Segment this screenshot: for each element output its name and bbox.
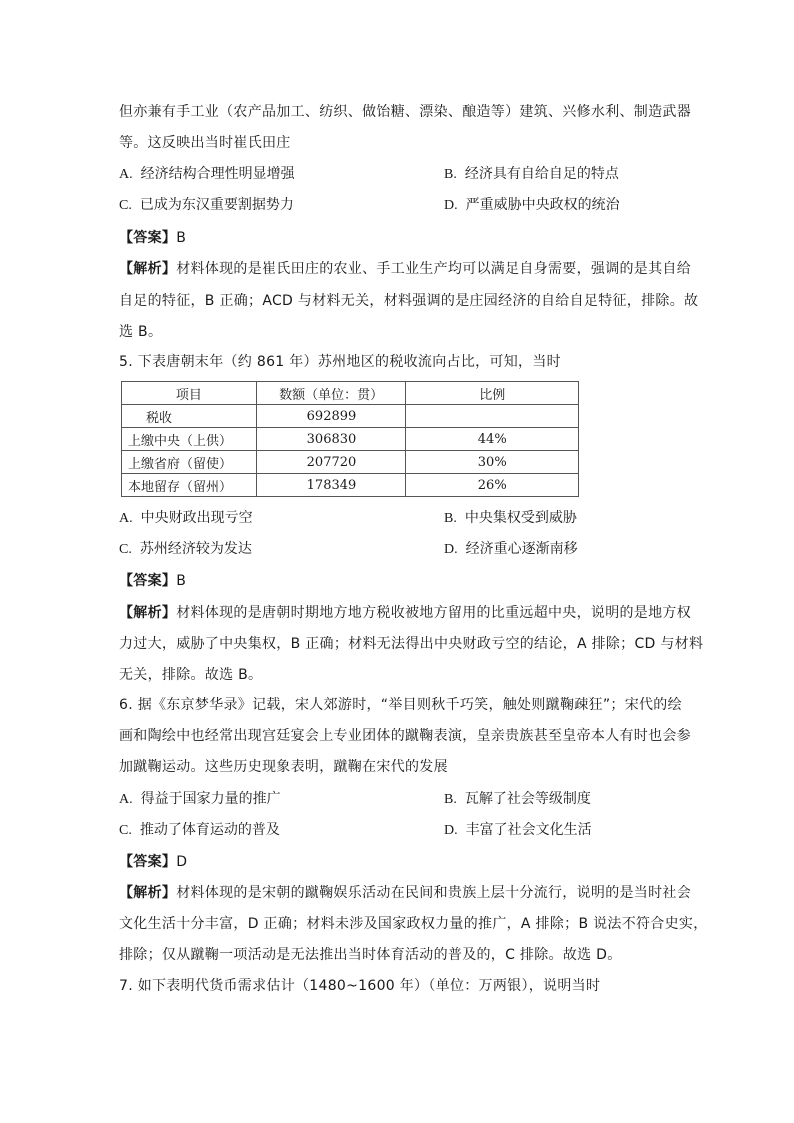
option-text: 苏州经济较为发达 [139,541,252,557]
q5-analysis-line-1 [119,604,692,622]
option-letter: A. [119,511,133,526]
option-letter: B. [444,167,457,182]
q4-option-d [444,196,620,215]
option-text: 严重威胁中央政权的统治 [465,197,620,213]
option-letter: B. [444,511,457,526]
option-letter: B. [444,792,457,807]
q6-answer [119,853,679,871]
q4-analysis-line-2: 自足的特征，B 正确；ACD 与材料无关，材料强调的是庄园经济的自给自足特征，排除。故 [119,293,699,309]
answer-tag: 【答案】 [119,230,177,246]
analysis-tag: 【解析】 [119,885,177,901]
q5-stem: 5. 下表唐朝末年（约 861 年）苏州地区的税收流向占比，可知，当时 [119,354,561,370]
option-letter: C. [119,198,132,213]
q4-option-b [444,165,619,184]
option-letter: D. [444,542,458,557]
option-text: 已成为东汉重要割据势力 [139,197,294,213]
table-cell: 26% [406,474,579,497]
table-cell: 207720 [256,451,406,474]
option-text: 经济具有自给自足的特点 [464,166,619,182]
analysis-text: 材料体现的是崔氏田庄的农业、手工业生产均可以满足自身需要，强调的是其自给 [176,261,692,277]
q6-analysis-line-1 [119,884,692,902]
option-text: 丰富了社会文化生活 [465,822,592,838]
q4-option-c [119,196,294,215]
q5-option-c [119,540,252,559]
tax-table [121,381,579,497]
q5-option-d [444,540,578,559]
q4-stem-line-1: 但亦兼有手工业（农产品加工、纺织、做饴糖、漂染、酿造等）建筑、兴修水利、制造武器 [119,104,691,120]
q4-answer [119,229,679,247]
answer-value: B [176,230,187,246]
q6-analysis-line-2: 文化生活十分丰富，D 正确；材料未涉及国家政权力量的推广，A 排除；B 说法不符合史实， [119,916,708,932]
option-text: 中央财政出现亏空 [140,510,253,526]
analysis-text: 材料体现的是宋朝的蹴鞠娱乐活动在民间和贵族上层十分流行，说明的是当时社会 [176,885,692,901]
q7-stem: 7. 如下表明代货币需求估计（1480~1600 年）（单位：万两银），说明当时 [119,978,601,994]
q5-option-b [444,509,577,528]
option-text: 得益于国家力量的推广 [140,791,281,807]
table-row [122,474,579,497]
q4-analysis-line-3: 选 B。 [119,324,163,340]
table-cell: 44% [406,428,579,451]
option-text: 推动了体育运动的普及 [139,822,280,838]
table-row [122,451,579,474]
answer-value: B [176,573,187,589]
table-cell: 30% [406,451,579,474]
table-row [122,428,579,451]
q4-option-a [119,165,295,184]
option-text: 经济结构合理性明显增强 [140,166,295,182]
q6-option-b [444,790,591,809]
table-cell: 上缴省府（留使） [122,451,257,474]
option-text: 中央集权受到威胁 [464,510,577,526]
table-header-row [122,382,579,405]
q6-stem-line-2: 画和陶绘中也经常出现宫廷宴会上专业团体的蹴鞠表演，皇亲贵族甚至皇帝本人有时也会参 [119,728,691,744]
q5-option-a [119,509,253,528]
table-row [122,405,579,428]
answer-tag: 【答案】 [119,573,177,589]
option-letter: A. [119,167,133,182]
option-letter: D. [444,823,458,838]
table-cell: 上缴中央（上供） [122,428,257,451]
q6-option-a [119,790,281,809]
q5-answer [119,572,679,590]
option-letter: A. [119,792,133,807]
answer-value: D [176,854,188,870]
option-text: 经济重心逐渐南移 [465,541,578,557]
table-cell: 本地留存（留州） [122,474,257,497]
table-cell: 692899 [256,405,406,428]
table-cell: 178349 [256,474,406,497]
q6-option-c [119,821,280,840]
analysis-tag: 【解析】 [119,261,177,277]
answer-tag: 【答案】 [119,854,177,870]
q5-analysis-line-3: 无关，排除。故选 B。 [119,667,263,683]
table-cell: 306830 [256,428,406,451]
table-header-cell: 数额（单位：贯） [256,382,406,405]
q4-analysis-line-1 [119,260,692,278]
q6-stem-line-3: 加蹴鞠运动。这些历史现象表明，蹴鞠在宋代的发展 [119,759,448,775]
option-letter: C. [119,823,132,838]
table-header-cell: 比例 [406,382,579,405]
table-cell: 税收 [122,405,257,428]
q4-stem-line-2: 等。这反映出当时崔氏田庄 [119,135,291,151]
q5-analysis-line-2: 力过大，威胁了中央集权，B 正确；材料无法得出中央财政亏空的结论，A 排除；CD 与材料 [119,636,704,652]
q6-option-d [444,821,592,840]
q6-stem-line-1: 6. 据《东京梦华录》记载，宋人郊游时，“举目则秋千巧笑，触处则蹴鞠疎狂”；宋代的绘 [119,697,682,713]
table-cell [406,405,579,428]
option-letter: C. [119,542,132,557]
option-letter: D. [444,198,458,213]
analysis-tag: 【解析】 [119,605,177,621]
q6-analysis-line-3: 排除；仅从蹴鞠一项活动是无法推出当时体育活动的普及的，C 排除。故选 D。 [119,947,622,963]
option-text: 瓦解了社会等级制度 [464,791,591,807]
analysis-text: 材料体现的是唐朝时期地方地方税收被地方留用的比重远超中央，说明的是地方权 [176,605,692,621]
table-header-cell: 项目 [122,382,257,405]
